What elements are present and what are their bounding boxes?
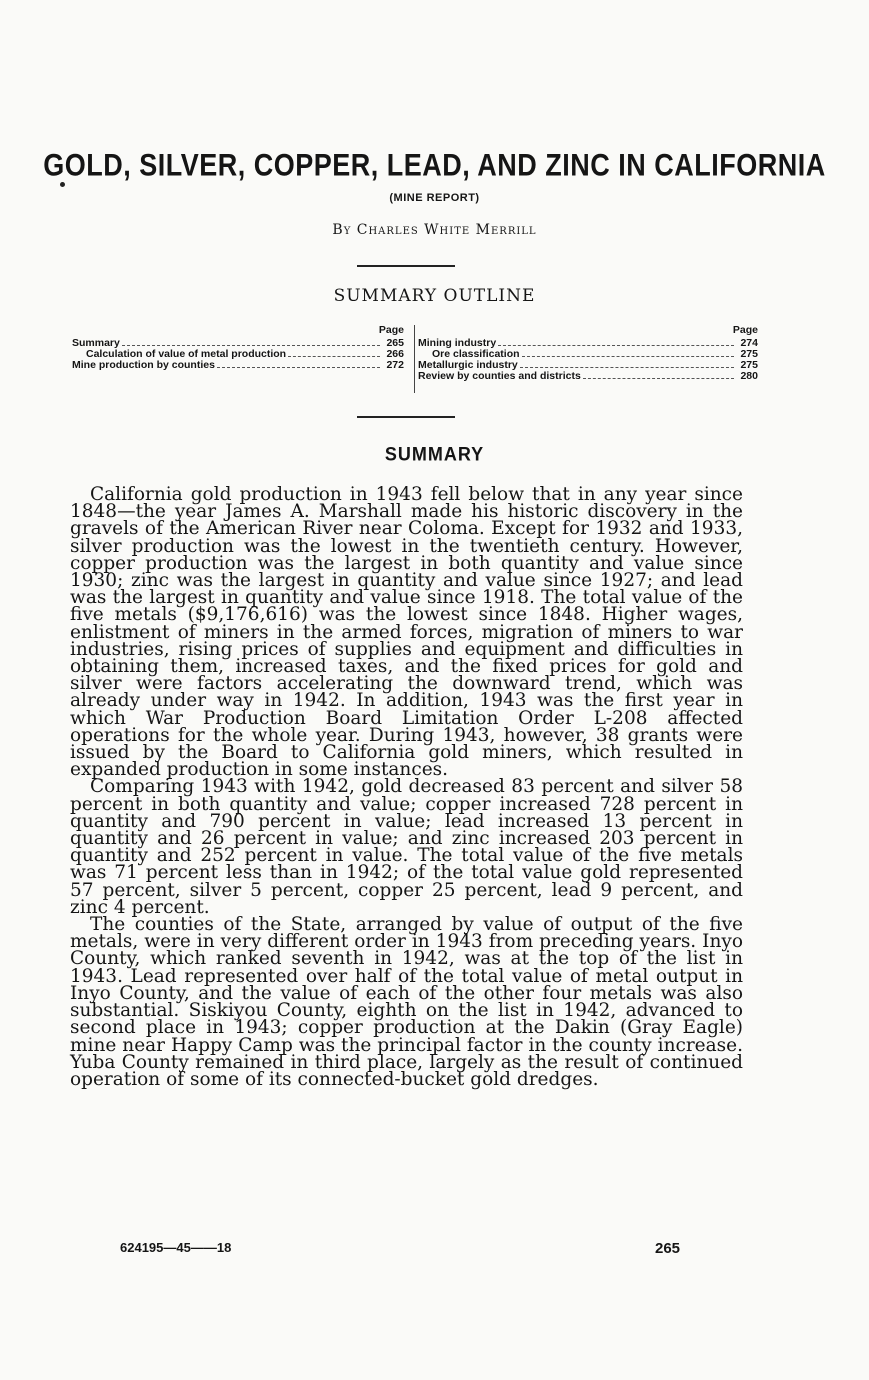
toc-entry-page: 266 [386, 348, 404, 360]
toc-entry-page: 272 [386, 359, 404, 371]
toc-entry-label: Summary [72, 337, 120, 349]
body-paragraph: Comparing 1943 with 1942, gold decreased 83 percent and silver 58 percent in both quantity and value; copper increased 728 percent in quantity and 790 percent in value; lead increased 13 percent in quantity and 26 percent in value; and zinc increased 203 percent in quantity and 252 percent in value. The total value of the five metals was 71 percent less than in 1942; of the total value gold represented 57 percent, silver 5 percent, copper 25 percent, lead 9 percent, and zinc 4 percent. [70, 776, 743, 918]
toc-entry-label: Review by counties and districts [418, 370, 581, 382]
divider-rule [357, 265, 455, 267]
toc-entry-page: 275 [740, 348, 758, 360]
toc-right-column [414, 325, 758, 393]
divider-rule [357, 416, 455, 418]
body-paragraph: California gold production in 1943 fell below that in any year since 1848—the year James A. Marshall made his historic discovery in the gravels of the American River near Coloma. Except for 1932 and 1933, silver production was the lowest in the twentieth century. However, copper production was the largest in both quantity and value since 1930; zinc was the largest in quantity and value since 1927; and lead was the largest in quantity and value since 1918. The total value of the five metals ($9,176,616) was the lowest since 1848. Higher wages, enlistment of miners in the armed forces, migration of miners to war industries, rising prices of supplies and equipment and difficulties in obtaining them, increased taxes, and the fixed prices for gold and silver were factors accelerating the downward trend, which was already under way in 1942. In addition, 1943 was the first year in which War Production Board Limitation Order L-208 affected operations for the whole year. During 1943, however, 38 grants were issued by the Board to California gold miners, which resulted in expanded production in some instances. [70, 484, 743, 781]
toc-entry-label: Mine production by counties [72, 359, 215, 371]
summary-body [70, 486, 743, 1088]
document-subtitle: (MINE REPORT) [389, 192, 480, 204]
document-title: GOLD, SILVER, COPPER, LEAD, AND ZINC IN CALIFORNIA [43, 147, 826, 183]
outline-heading: SUMMARY OUTLINE [333, 286, 536, 306]
page-number: 265 [655, 1240, 681, 1257]
toc-entry [72, 360, 404, 371]
toc-entry [418, 371, 758, 382]
summary-heading: SUMMARY [384, 442, 485, 465]
toc-page-header: Page [378, 324, 404, 336]
toc-entry-page: 274 [740, 337, 758, 349]
toc-entry-label: Mining industry [418, 337, 497, 349]
author-byline: By Charles White Merrill [332, 222, 537, 238]
footer-print-code: 624195—45——18 [120, 1240, 232, 1255]
toc-entry-page: 265 [386, 337, 404, 349]
toc-entry-label: Calculation of value of metal production [86, 348, 287, 360]
toc-left-column [72, 325, 404, 371]
toc-entry-label: Metallurgic industry [418, 359, 518, 371]
toc-page-header: Page [732, 324, 758, 336]
toc-entry-label: Ore classification [432, 348, 520, 360]
toc-entry-page: 275 [740, 359, 758, 371]
body-paragraph: The counties of the State, arranged by value of output of the five metals, were in very different order in 1943 from preceding years. Inyo County, which ranked seventh in 1942, was at the top of the list in 1943. Lead represented over half of the total value of metal output in Inyo County, and the value of each of the other four metals was also substantial. Siskiyou County, eighth on the list in 1942, advanced to second place in 1943; copper production at the Dakin (Gray Eagle) mine near Happy Camp was the principal factor in the county increase. Yuba County remained in third place, largely as the result of continued operation of some of its connected-bucket gold dredges. [70, 914, 743, 1090]
toc-entry-page: 280 [740, 370, 758, 382]
